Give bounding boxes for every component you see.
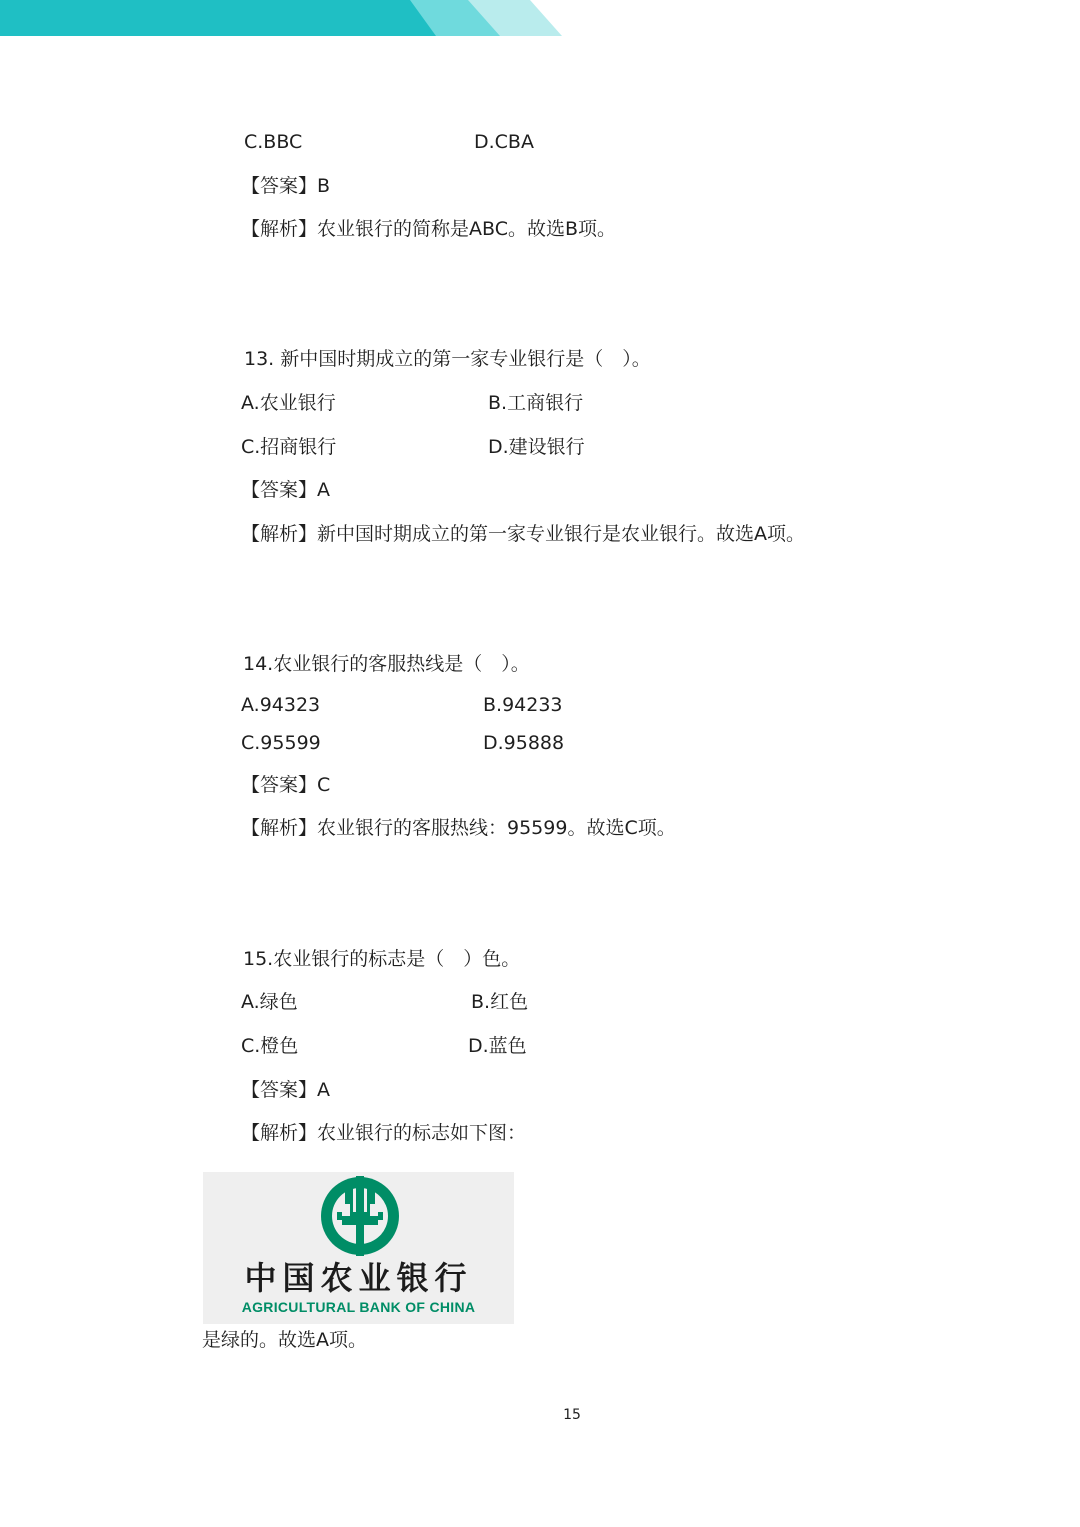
q14-option-b: B.94233 (483, 694, 563, 716)
abc-logo-image (203, 1172, 514, 1324)
q12-option-d: D.CBA (474, 131, 534, 153)
q12-option-c: C.BBC (244, 131, 303, 153)
q13-analysis: 【解析】新中国时期成立的第一家专业银行是农业银行。故选A项。 (241, 523, 805, 545)
abc-logo-chinese-name: 中国农业银行 (244, 1259, 473, 1297)
q12-analysis: 【解析】农业银行的简称是ABC。故选B项。 (241, 218, 617, 240)
q14-question: 14.农业银行的客服热线是（ ）。 (243, 653, 530, 675)
q15-question: 15.农业银行的标志是（ ）色。 (243, 948, 521, 970)
abc-logo-english-name: AGRICULTURAL BANK OF CHINA (241, 1299, 476, 1315)
page-number: 15 (563, 1407, 581, 1423)
q13-option-b: B.工商银行 (488, 392, 584, 414)
q14-option-c: C.95599 (241, 732, 321, 754)
q14-option-d: D.95888 (483, 732, 565, 754)
q14-answer: 【答案】C (241, 774, 331, 796)
q15-option-d: D.蓝色 (468, 1035, 527, 1057)
q12-answer: 【答案】B (241, 175, 331, 197)
q15-analysis: 【解析】农业银行的标志如下图： (241, 1122, 527, 1144)
q13-option-a: A.农业银行 (241, 392, 336, 414)
q15-option-a: A.绿色 (241, 991, 298, 1013)
q15-option-b: B.红色 (471, 991, 529, 1013)
abc-bank-emblem-icon (203, 1172, 514, 1262)
q15-answer: 【答案】A (241, 1079, 330, 1101)
header-decoration (0, 0, 1080, 40)
q15-conclusion: 是绿的。故选A项。 (202, 1329, 367, 1351)
q14-analysis: 【解析】农业银行的客服热线：95599。故选C项。 (241, 817, 676, 839)
q14-option-a: A.94323 (241, 694, 321, 716)
q13-option-d: D.建设银行 (488, 436, 585, 458)
q13-answer: 【答案】A (241, 479, 330, 501)
q13-option-c: C.招商银行 (241, 436, 337, 458)
q15-option-c: C.橙色 (241, 1035, 299, 1057)
q13-question: 13. 新中国时期成立的第一家专业银行是（ ）。 (244, 348, 651, 370)
